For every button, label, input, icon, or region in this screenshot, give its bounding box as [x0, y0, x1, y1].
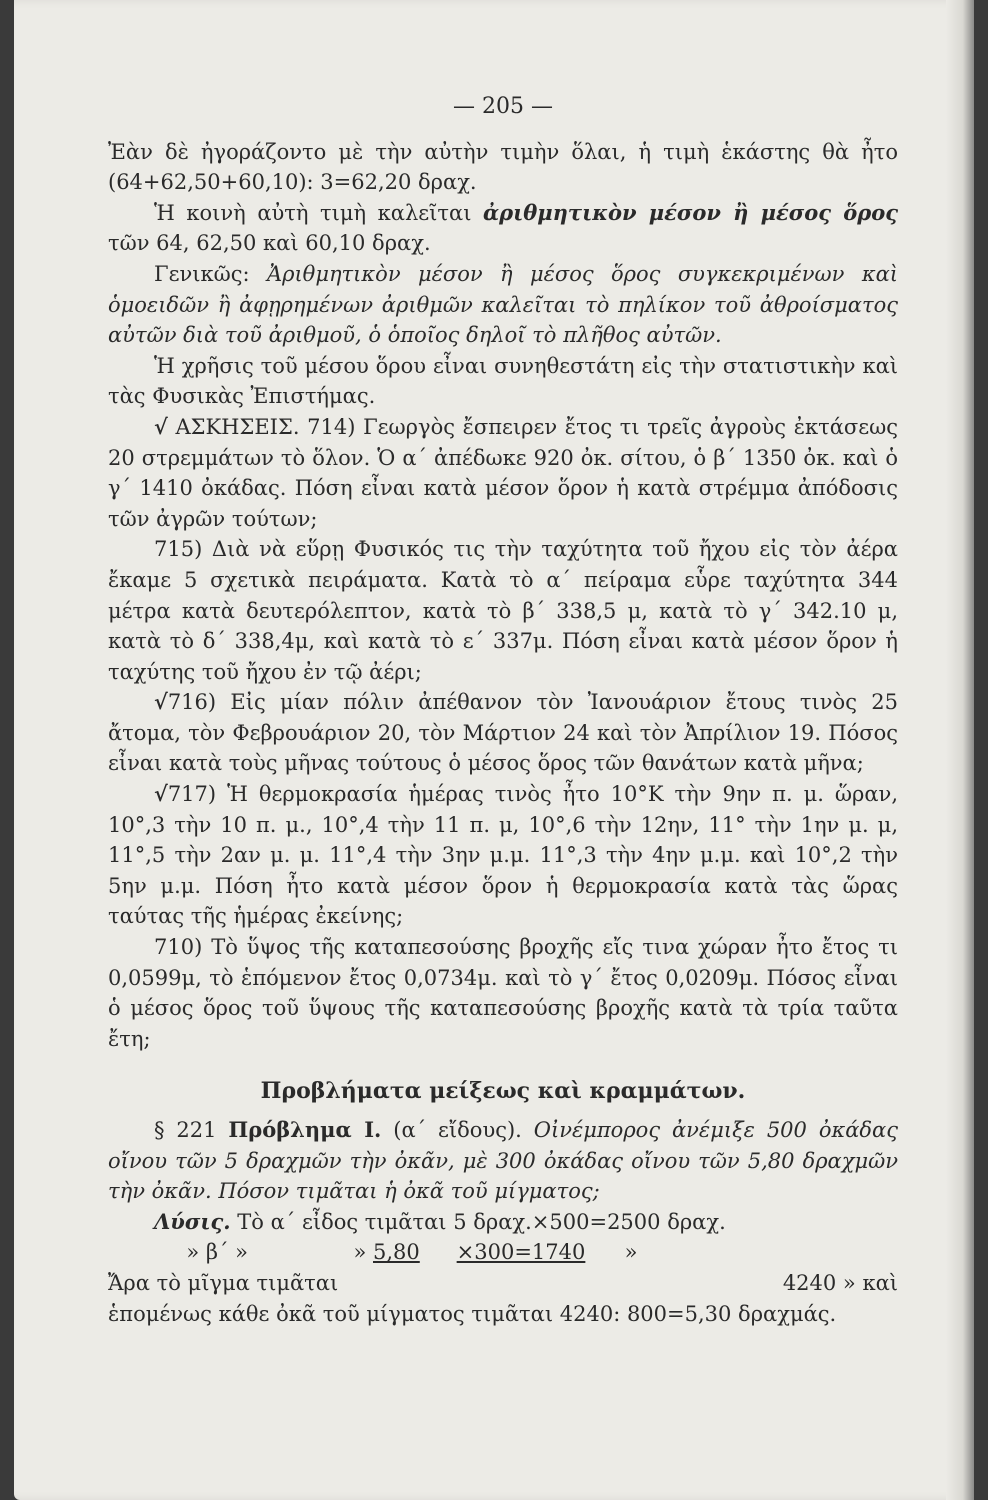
- check-mark: √: [154, 413, 168, 439]
- solution-line-2: [108, 1237, 898, 1268]
- ditto-mark: »: [353, 1240, 373, 1265]
- exercise-715: [108, 534, 898, 687]
- solution-line-3: [108, 1268, 898, 1299]
- exercise-714: [108, 412, 898, 534]
- solution-line-1: [108, 1207, 898, 1238]
- solution-text: Ἄρα τὸ μῖγμα τιμᾶται: [108, 1270, 339, 1295]
- exercise-text: 717) Ἡ θερμοκρασία ἡμέρας τινὸς ἦτο 10°K τὴν 9ην π. μ. ὥραν, 10°,3 τὴν 10 π. μ., 10°,4 τὴν 11 π. μ, 10°,6 τὴν 12ην, 11° τὴν 1ην μ. μ, 11°,5 τὴν 2αν μ. μ. 11°,4 τὴν 3ην μ.μ. 11°,3 τὴν 4ην μ.μ. καὶ 10°,2 τὴν 5ην μ.μ. Πόση ἦτο κατὰ μέσον ὅρον ἡ θερμοκρασία κατὰ τὰς ὥρας ταύτας τῆς ἡμέρας ἐκείνης;: [108, 782, 898, 929]
- exercise-716: [108, 687, 898, 779]
- solution-label: Λύσις.: [154, 1208, 231, 1234]
- exercise-text: ΑΣΚΗΣΕΙΣ. 714) Γεωργὸς ἔσπειρεν ἔτος τι τρεῖς ἀγροὺς ἐκτάσεως 20 στρεμμάτων τὸ ὅλον. Ὁ α΄ ἀπέδωκε 920 ὀκ. σίτου, ὁ β΄ 1350 ὀκ. καὶ ὁ γ΄ 1410 ὀκάδας. Πόση εἶναι κατὰ μέσον ὅρον ἡ κατὰ στρέμμα ἀπόδοσις τῶν ἀγρῶν τούτων;: [108, 414, 898, 531]
- exercise-text: 716) Εἰς μίαν πόλιν ἀπέθανον τὸν Ἰανουάριον ἔτους τινὸς 25 ἄτομα, τὸν Φεβρουάριον 20, τὸν Μάρτιον 24 καὶ τὸν Ἀπρίλιον 19. Πόσος εἶναι κατὰ τοὺς μῆνας τούτους ὁ μέσος ὅρος τῶν θανάτων κατὰ μῆνα;: [108, 690, 898, 776]
- term-arithmetic-mean: ἀριθμητικὸν μέσον ἢ μέσος ὅρος: [483, 199, 898, 225]
- exercise-717: [108, 779, 898, 932]
- solution-line-4: ἑπομένως κάθε ὀκᾶ τοῦ μίγματος τιμᾶται 4240: 800=5,30 δραχμάς.: [108, 1301, 837, 1326]
- solution-text: Τὸ α΄ εἶδος τιμᾶται 5 δραχ.×500=2500 δραχ.: [230, 1209, 726, 1234]
- paragraph-mean-definition: [108, 198, 898, 259]
- page-binding-shadow: [946, 0, 974, 1500]
- solution-total: 4240 » καὶ: [782, 1270, 898, 1295]
- exercise-text: 715) Διὰ νὰ εὕρῃ Φυσικός τις τὴν ταχύτητα τοῦ ἤχου εἰς τὸν ἀέρα ἔκαμε 5 σχετικὰ πειράματα. Κατὰ τὸ α΄ πείραμα εὗρε ταχύτητα 344 μέτρα κατὰ δευτερόλεπτον, κατὰ τὸ β΄ 338,5 μ, κατὰ τὸ γ΄ 342.10 μ, κατὰ τὸ δ΄ 338,4μ, καὶ κατὰ τὸ ε΄ 337μ. Πόση εἶναι κατὰ μέσον ὅρον ἡ ταχύτης τοῦ ἤχου ἐν τῷ ἀέρι;: [108, 537, 898, 684]
- text-run: Γενικῶς:: [154, 261, 267, 286]
- check-mark: √: [154, 781, 168, 807]
- text-run: Ἡ κοινὴ αὐτὴ τιμὴ καλεῖται: [154, 200, 483, 225]
- book-page: [14, 0, 974, 1500]
- problem-title: Πρόβλημα Ι.: [228, 1117, 382, 1142]
- page-text: [108, 92, 898, 1329]
- problem-statement: Οἰνέμπορος ἀνέμιξε 500 ὀκάδας οἴνου τῶν 5 δραχμῶν τὴν ὀκᾶν, μὲ 300 ὀκάδας οἴνου τῶν 5,80 δραχμῶν τὴν ὀκᾶν. Πόσον τιμᾶται ἡ ὀκᾶ τοῦ μίγματος;: [108, 1118, 898, 1204]
- section-heading: Προβλήματα μείξεως καὶ κραμμάτων.: [260, 1078, 746, 1105]
- ditto-mark: »: [624, 1240, 638, 1265]
- section-number: § 221: [154, 1118, 229, 1142]
- paragraph-usage: Ἡ χρῆσις τοῦ μέσου ὅρου εἶναι συνηθεστάτη εἰς τὴν στατιστικὴν καὶ τὰς Φυσικὰς Ἐπιστήμας.: [108, 353, 898, 409]
- page-number: — 205 —: [453, 94, 553, 119]
- price-value: 5,80: [373, 1240, 420, 1265]
- exercise-718: 710) Τὸ ὕψος τῆς καταπεσούσης βροχῆς εἴς τινα χώραν ἦτο ἔτος τι 0,0599μ, τὸ ἑπόμενον ἔτος 0,0734μ. καὶ τὸ γ΄ ἔτος 0,0209μ. Πόσος εἶναι ὁ μέσος ὅρος τοῦ ὕψους τῆς καταπεσούσης βροχῆς κατὰ τὰ τρία ταῦτα ἔτη;: [108, 935, 898, 1051]
- paragraph-general-rule: [108, 259, 898, 351]
- problem-kind: (α΄ εἴδους).: [381, 1118, 534, 1142]
- rule-definition: Ἀριθμητικὸν μέσον ἢ μέσος ὅρος συγκεκριμένων καὶ ὁμοειδῶν ἢ ἀφῃρημένων ἀριθμῶν καλεῖται τὸ πηλίκον τοῦ ἀθροίσματος αὐτῶν διὰ τοῦ ἀριθμοῦ, ὁ ὁποῖος δηλοῖ τὸ πλῆθος αὐτῶν.: [108, 261, 899, 348]
- ditto-marks: » β΄ »: [186, 1240, 248, 1265]
- product-value: ×300=1740: [456, 1240, 586, 1265]
- paragraph-intro: Ἐὰν δὲ ἠγοράζοντο μὲ τὴν αὐτὴν τιμὴν ὅλαι, ἡ τιμὴ ἑκάστης θὰ ἦτο (64+62,50+60,10): 3=62,20 δραχ.: [108, 139, 898, 195]
- check-mark: √: [154, 689, 168, 715]
- text-run: τῶν 64, 62,50 καὶ 60,10 δραχ.: [108, 231, 431, 256]
- problem-221: [108, 1115, 898, 1207]
